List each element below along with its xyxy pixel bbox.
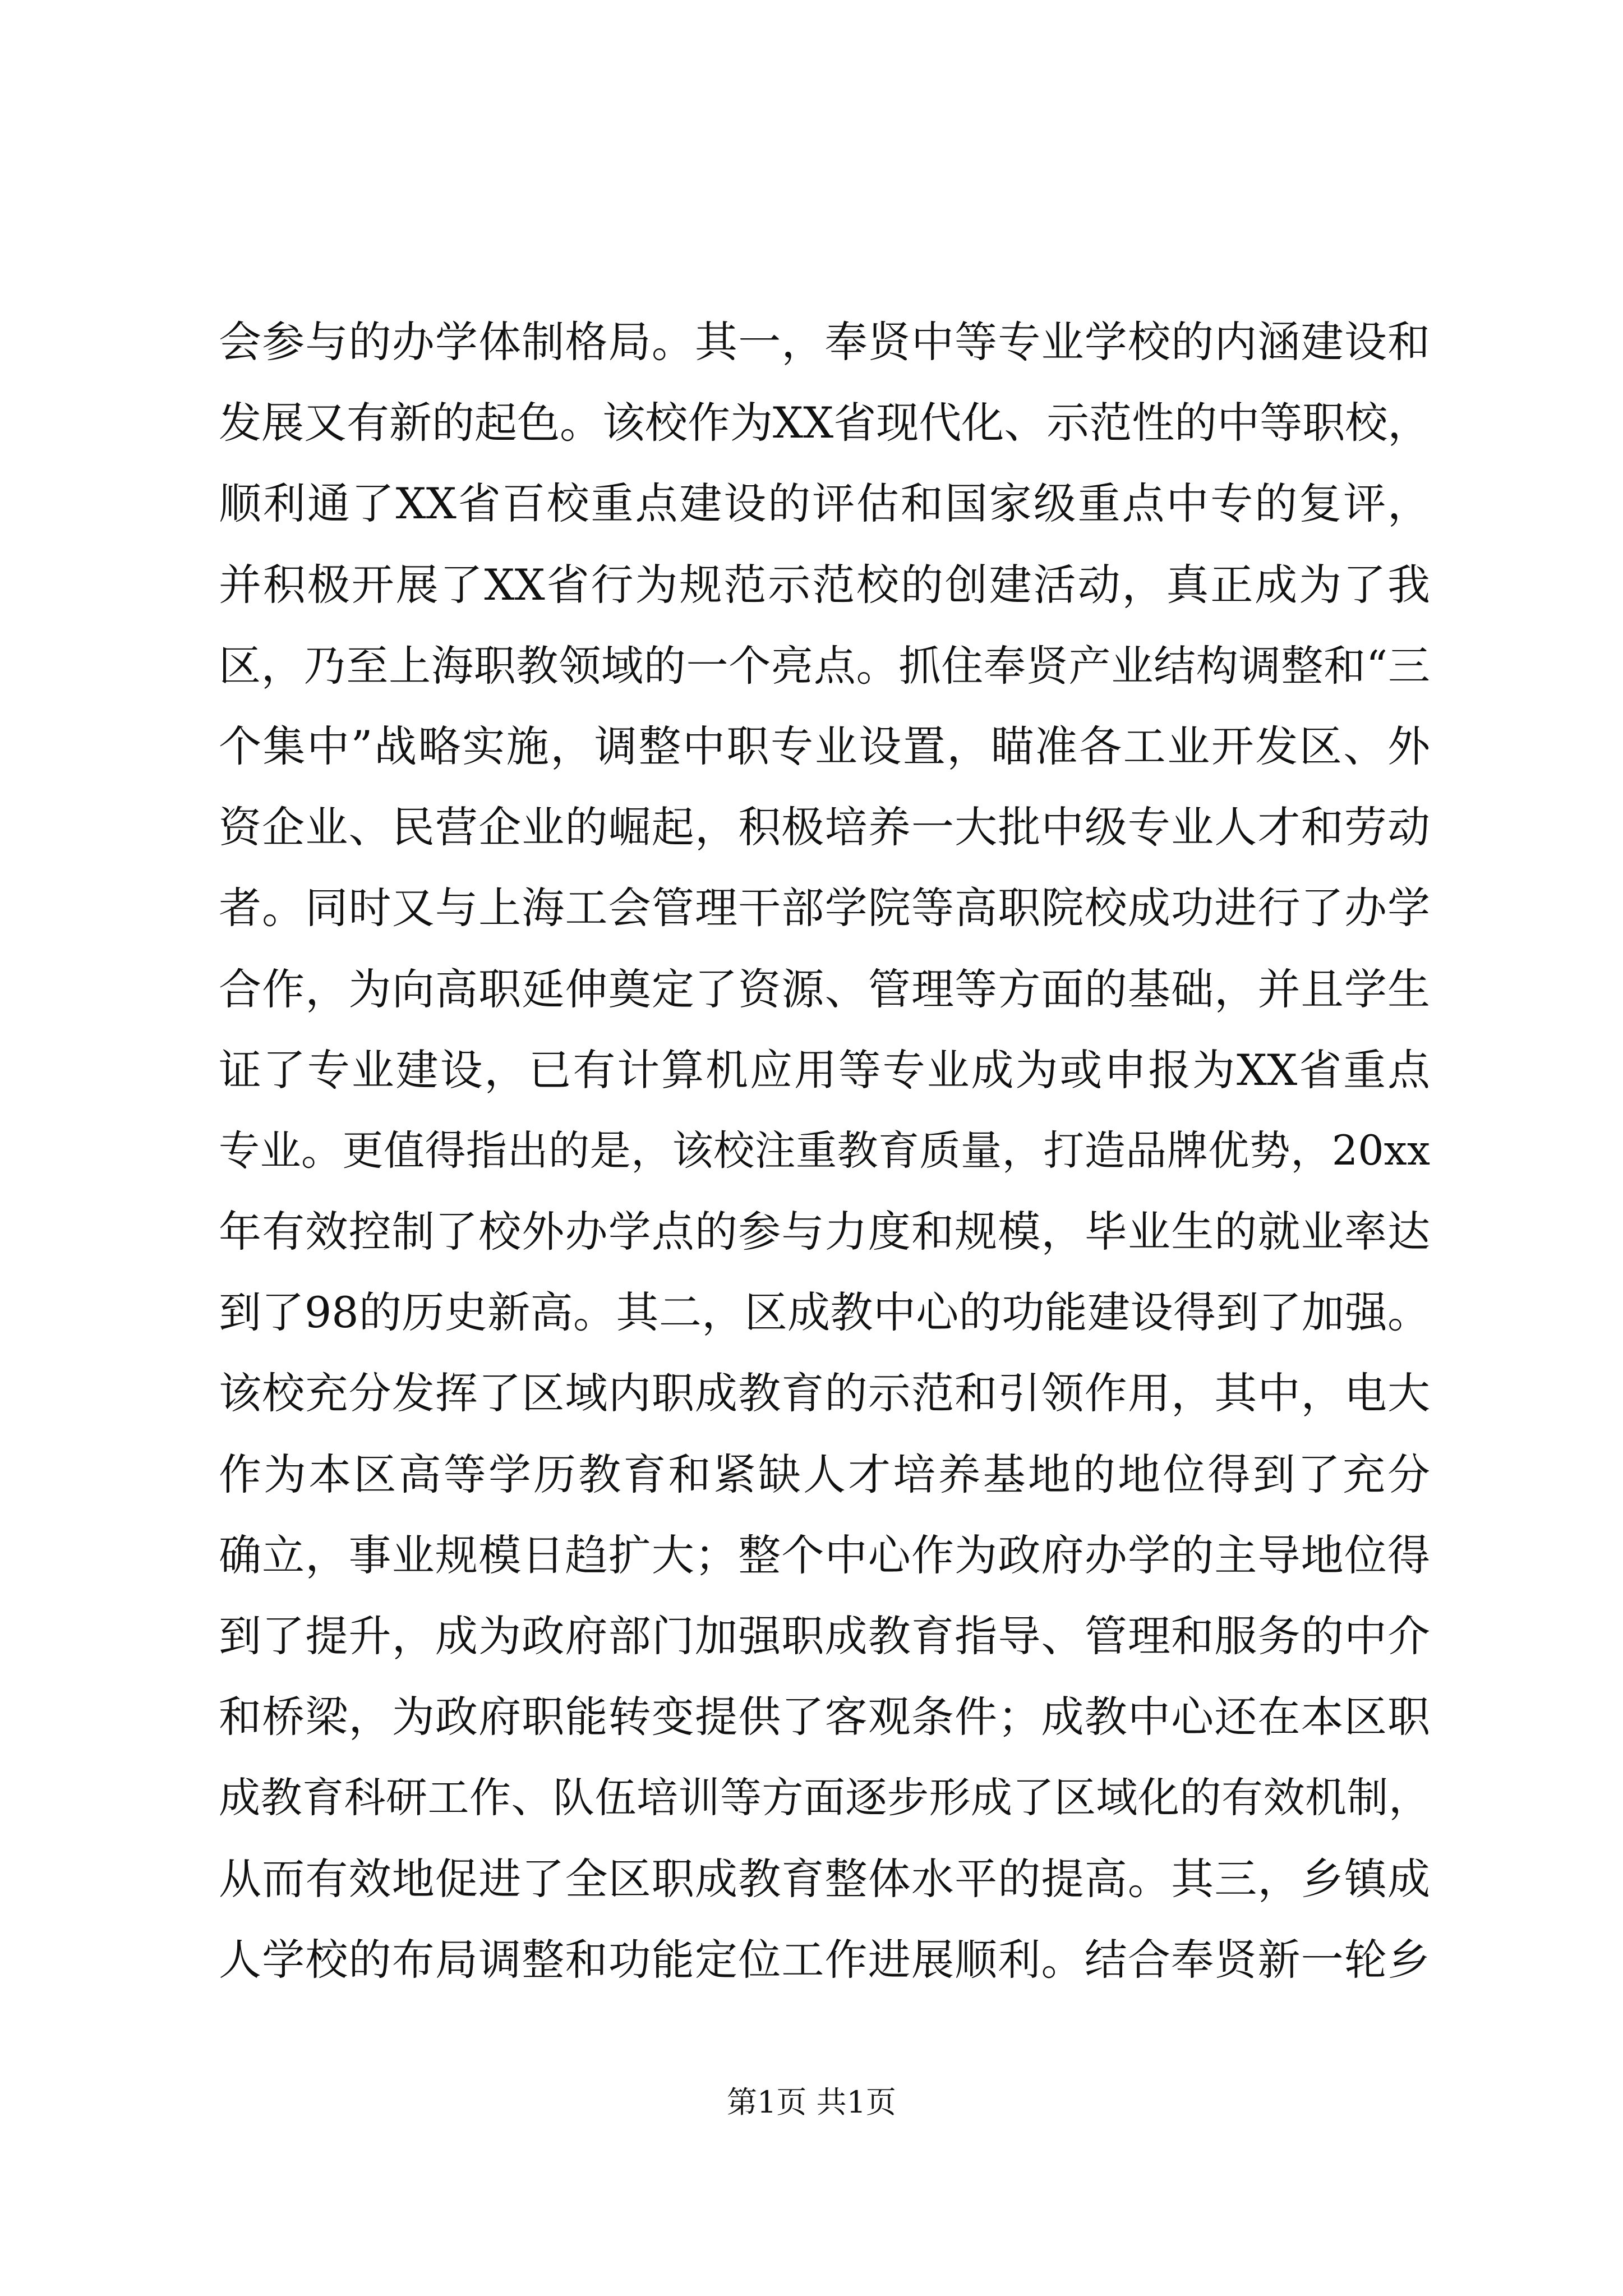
text-line: 发展又有新的起色。该校作为XX省现代化、示范性的中等职校， [219,398,1431,448]
text-line: 确立，事业规模日趋扩大；整个中心作为政府办学的主导地位得 [219,1530,1430,1580]
body-text [219,302,1430,2000]
text-line: 顺利通了XX省百校重点建设的评估和国家级重点中专的复评， [219,478,1430,529]
text-line: 并积极开展了XX省行为规范示范校的创建活动，真正成为了我 [219,559,1430,610]
page-number-label: 第1页 共1页 [727,2085,896,2120]
text-line: 合作，为向高职延伸奠定了资源、管理等方面的基础，并且学生 [219,964,1430,1014]
text-line: 作为本区高等学历教育和紧缺人才培养基地的地位得到了充分 [219,1449,1430,1499]
text-line: 和桥梁，为政府职能转变提供了客观条件；成教中心还在本区职 [219,1692,1430,1742]
text-line: 会参与的办学体制格局。其一，奉贤中等专业学校的内涵建设和 [219,317,1430,367]
text-line: 从而有效地促进了全区职成教育整体水平的提高。其三，乡镇成 [219,1853,1430,1904]
text-line: 者。同时又与上海工会管理干部学院等高职院校成功进行了办学 [219,883,1430,933]
text-line: 专业。更值得指出的是，该校注重教育质量，打造品牌优势，20xx [219,1126,1430,1175]
text-line: 成教育科研工作、队伍培训等方面逐步形成了区域化的有效机制， [219,1774,1430,1823]
text-line: 资企业、民营企业的崛起，积极培养一大批中级专业人才和劳动 [219,802,1430,853]
text-line: 到了提升，成为政府部门加强职成教育指导、管理和服务的中介 [219,1611,1430,1661]
page-footer [0,2080,1623,2125]
text-line: 个集中”战略实施，调整中职专业设置，瞄准各工业开发区、外 [219,721,1430,771]
text-line: 人学校的布局调整和功能定位工作进展顺利。结合奉贤新一轮乡 [219,1934,1430,1985]
text-line: 到了98的历史新高。其二，区成教中心的功能建设得到了加强。 [219,1287,1430,1338]
text-line: 年有效控制了校外办学点的参与力度和规模，毕业生的就业率达 [219,1207,1430,1257]
text-line: 证了专业建设，已有计算机应用等专业成为或申报为XX省重点 [219,1045,1430,1095]
text-line: 该校充分发挥了区域内职成教育的示范和引领作用，其中，电大 [219,1368,1430,1419]
text-line: 区，乃至上海职教领域的一个亮点。抓住奉贤产业结构调整和“三 [219,641,1430,691]
